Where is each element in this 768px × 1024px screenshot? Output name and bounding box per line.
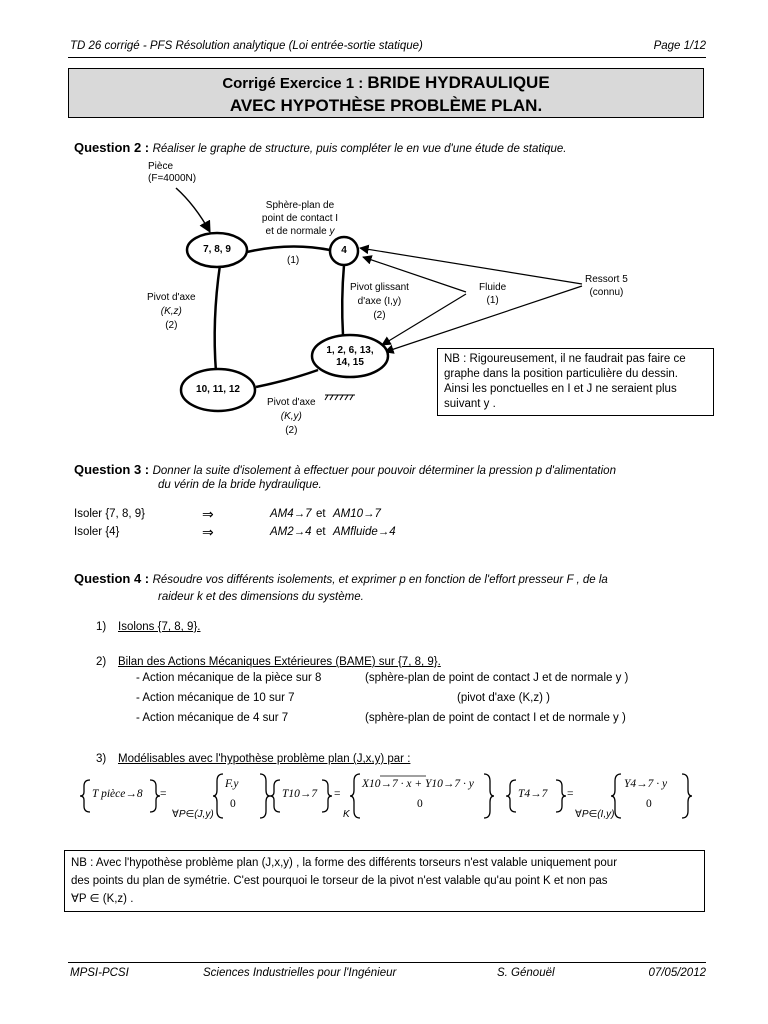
nb-box-graph: NB : Rigoureusement, il ne faudrait pas faire ce graphe dans la position particulière du dessin. Ainsi les ponctuelles en I et J ne seraient plus suivant y . (437, 348, 714, 416)
iso-row-2-label: Isoler {4} (74, 526, 120, 538)
node-789-label: 7, 8, 9 (203, 244, 231, 255)
torsor-2-bottom: 0 (417, 798, 423, 810)
bame-1-right: (sphère-plan de point de contact J et de normale y ) (365, 672, 629, 684)
q4-label: Question 4 : (74, 571, 150, 586)
torsor-3-sub: ∀P∈(I,y) (575, 809, 615, 820)
q4-text-2: raideur k et des dimensions du système. (158, 591, 364, 603)
item-3-num: 3) (96, 753, 107, 765)
arrow-ressort-4 (360, 248, 582, 284)
bame-3-left: - Action mécanique de 4 sur 7 (136, 712, 289, 724)
label-pivot-left: Pivot d'axe (K,z) (2) (147, 292, 196, 331)
node-1-label: 1, 2, 6, 13, 14, 15 (326, 345, 374, 368)
torsor-3-top: Y4→7 · y (624, 778, 668, 790)
label-fluide: Fluide (1) (479, 282, 507, 306)
torsor-2-equals: = (334, 788, 341, 800)
label-sphere: Sphère-plan de point de contact I et de normale y (261, 200, 339, 237)
footer-rule (68, 962, 706, 963)
node-4-label: 4 (341, 245, 347, 256)
q3-label: Question 3 : (74, 462, 150, 477)
iso-row-1-am1: AM4→7 (270, 508, 312, 520)
title-subtitle: AVEC HYPOTHÈSE PROBLÈME PLAN. (229, 96, 543, 115)
iso-row-2-am1: AM2→4 (270, 526, 312, 538)
item-3-text: Modélisables avec l'hypothèse problème plan (J,x,y) par : (118, 753, 411, 765)
footer-date: 07/05/2012 (648, 967, 706, 979)
footer-author: S. Génouël (497, 967, 555, 979)
nb-box-torsors: NB : Avec l'hypothèse problème plan (J,x,y) , la forme des différents torseurs n'est valable uniquement pour des points du plan de symétrie. C'est pourquoi le torseur de la pivot n'est valable qu'au point K et non pas ∀P ∈ (K,z) . (64, 850, 705, 912)
torsor-3-equals: = (567, 788, 574, 800)
header-title: TD 26 corrigé - PFS Résolution analytique (Loi entrée-sortie statique) (70, 40, 423, 52)
label-pivot-bottom: Pivot d'axe (K,y) (2) (267, 397, 316, 436)
title-prefix: Corrigé Exercice 1 : (222, 75, 368, 92)
question-4 (74, 571, 608, 586)
bame-2-left: - Action mécanique de 10 sur 7 (136, 692, 295, 704)
torsor-1-equals: = (160, 788, 167, 800)
node-10-label: 10, 11, 12 (196, 384, 240, 395)
q2-label: Question 2 : (74, 140, 150, 155)
footer-subject: Sciences Industrielles pour l'Ingénieur (203, 967, 397, 979)
bame-1-left: - Action mécanique de la pièce sur 8 (136, 672, 322, 684)
footer-class: MPSI-PCSI (70, 967, 129, 979)
link-4-1 (342, 265, 344, 335)
bame-3-right: (sphère-plan de point de contact I et de normale y ) (365, 712, 626, 724)
iso-row-2-et: et (316, 526, 326, 538)
item-2-text: Bilan des Actions Mécaniques Extérieures (BAME) sur {7, 8, 9}. (118, 656, 441, 668)
torsor-1-bottom: 0 (230, 798, 236, 810)
title-main: BRIDE HYDRAULIQUE (367, 73, 550, 92)
label-ressort: Ressort 5 (connu) (585, 274, 628, 298)
iso-row-2-arrow: ⇒ (202, 524, 214, 540)
torsor-1-name: T pièce→8 (92, 788, 143, 800)
q2-text: Réaliser le graphe de structure, puis compléter le en vue d'une étude de statique. (152, 143, 567, 155)
label-pivot-glissant: Pivot glissant d'axe (I,y) (2) (350, 282, 409, 321)
item-1-num: 1) (96, 621, 107, 633)
q3-text-2: du vérin de la bride hydraulique. (158, 479, 322, 491)
iso-row-1-am2: AM10→7 (333, 508, 381, 520)
bame-2-right: (pivot d'axe (K,z) ) (457, 692, 550, 704)
item-1-text: Isolons {7, 8, 9}. (118, 621, 201, 633)
iso-row-1-et: et (316, 508, 326, 520)
label-sphere-num: (1) (287, 255, 300, 266)
iso-row-1-label: Isoler {7, 8, 9} (74, 508, 145, 520)
torsor-2-top: X10→7 · x + Y10→7 · y (362, 778, 474, 790)
link-10-1 (256, 370, 318, 387)
iso-row-1-arrow: ⇒ (202, 506, 214, 522)
label-piece: Pièce (F=4000N) (148, 161, 197, 184)
torsor-2-name: T10→7 (282, 788, 318, 800)
ground-hatch (325, 395, 353, 400)
link-789-10 (215, 265, 220, 372)
torsor-3-bottom: 0 (646, 798, 652, 810)
iso-row-2-am2: AMfluide→4 (333, 526, 396, 538)
item-2-num: 2) (96, 656, 107, 668)
torsor-1-sub: ∀P∈(J,y) (172, 809, 214, 820)
torsor-2-sub: K (343, 809, 350, 820)
arrow-piece (176, 188, 210, 232)
page-number: Page 1/12 (653, 40, 706, 52)
torsor-3-name: T4→7 (518, 788, 548, 800)
q4-text-1: Résoudre vos différents isolements, et exprimer p en fonction de l'effort presseur F , de la (152, 574, 608, 586)
q3-text-1: Donner la suite d'isolement à effectuer pour pouvoir déterminer la pression p d'alimentation (152, 465, 616, 477)
link-789-4 (247, 246, 330, 252)
torsor-1-top: F.y (225, 778, 239, 790)
